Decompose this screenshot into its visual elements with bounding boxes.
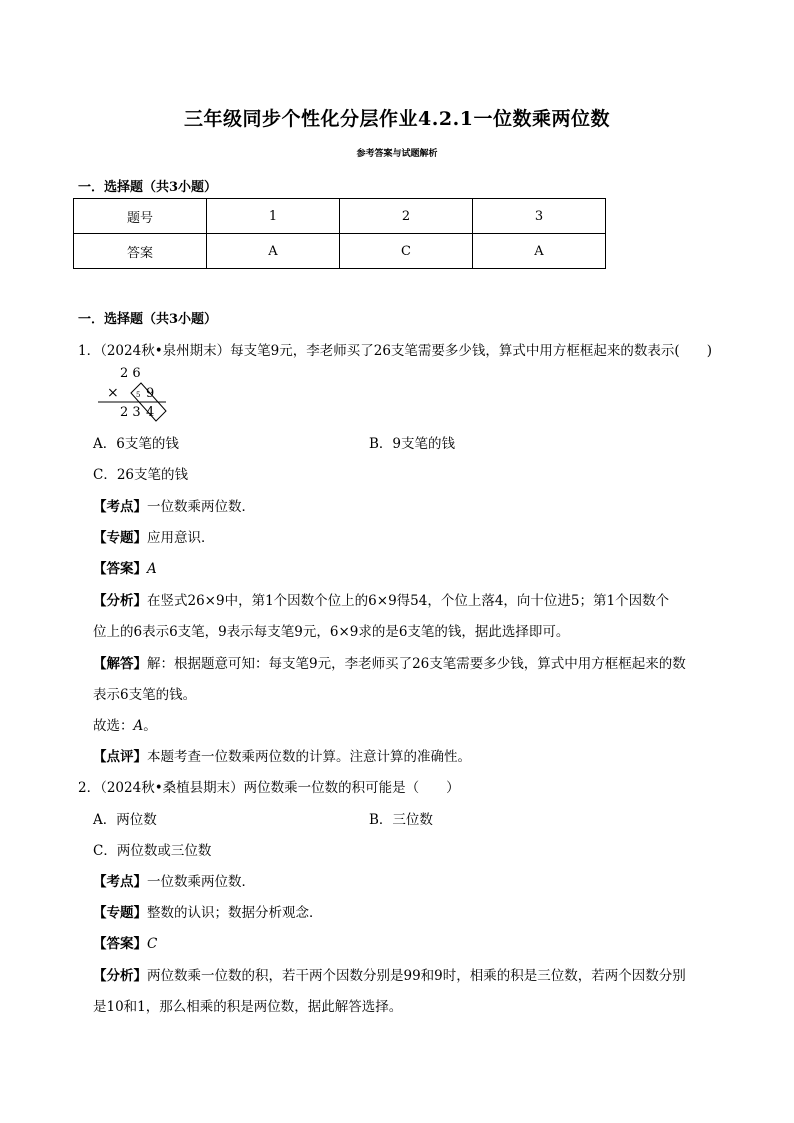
zhuanti-line — [93, 526, 215, 546]
calc-product-last: 4 — [146, 405, 155, 420]
page-subtitle: 参考答案与试题解析 — [356, 149, 438, 159]
option-c: C．两位数或三位数 — [93, 843, 212, 859]
answer-line — [93, 557, 157, 577]
zhuanti-label: 【专题】 — [93, 530, 147, 546]
table-cell: 题号 — [74, 199, 207, 234]
kaodian-line — [93, 870, 255, 890]
table-cell: A — [207, 234, 340, 269]
option-c: C．26支笔的钱 — [93, 467, 189, 483]
solution-line — [93, 652, 686, 672]
review-line — [93, 745, 471, 765]
section-heading: 一．选择题（共3小题） — [78, 180, 218, 195]
choice-line — [93, 714, 157, 734]
kaodian-label: 【考点】 — [93, 874, 147, 890]
kaodian-line — [93, 495, 255, 515]
choice-prefix: 故选： — [93, 718, 134, 734]
analysis-label: 【分析】 — [93, 593, 147, 609]
table-row — [74, 234, 606, 269]
zhuanti-text: 应用意识． — [147, 530, 215, 546]
analysis-text-cont: 位上的6表示6支笔，9表示每支笔9元，6×9求的是6支笔的钱，据此选择即可。 — [93, 624, 570, 640]
analysis-text-cont: 是10和1，那么相乘的积是两位数，据此解答选择。 — [93, 999, 403, 1015]
analysis-text: 在竖式26×9中，第1个因数个位上的6×9得54，个位上落4，向十位进5；第1个因数个 — [147, 593, 670, 609]
analysis-line — [93, 589, 669, 609]
answer-line — [93, 932, 157, 952]
table-cell: C — [340, 234, 473, 269]
calc-multiplier: 9 — [146, 386, 155, 401]
zhuanti-line — [93, 901, 323, 921]
answer-label: 【答案】 — [93, 561, 147, 577]
calc-figure — [96, 364, 176, 422]
option-b: B．9支笔的钱 — [369, 436, 456, 452]
analysis-text: 两位数乘一位数的积，若干两个因数分别是99和9时，相乘的积是三位数，若两个因数分别 — [147, 968, 686, 984]
answer-text: A — [147, 561, 157, 577]
table-row — [74, 199, 606, 234]
question-1-stem: 1．（2024秋•泉州期末）每支笔9元，李老师买了26支笔需要多少钱，算式中用方框框起来的数表示( ) — [78, 343, 712, 359]
table-cell: 1 — [207, 199, 340, 234]
option-b: B．三位数 — [369, 812, 433, 828]
kaodian-text: 一位数乘两位数． — [147, 499, 255, 515]
zhuanti-text: 整数的认识；数据分析观念． — [147, 905, 323, 921]
calc-multiplicand: 2 6 — [120, 366, 141, 381]
zhuanti-label: 【专题】 — [93, 905, 147, 921]
analysis-line — [93, 964, 686, 984]
table-cell: 答案 — [74, 234, 207, 269]
answer-table — [73, 198, 606, 269]
calc-carry: 5 — [136, 391, 141, 399]
calc-operator: × — [107, 385, 119, 401]
table-cell: 3 — [473, 199, 606, 234]
review-text: 本题考查一位数乘两位数的计算。注意计算的准确性。 — [147, 749, 471, 765]
page-title: 三年级同步个性化分层作业4.2.1一位数乘两位数 — [184, 108, 610, 130]
option-a: A．6支笔的钱 — [93, 436, 179, 452]
calc-product: 2 3 — [120, 405, 141, 420]
choice-end: 。 — [143, 718, 157, 734]
answer-label: 【答案】 — [93, 936, 147, 952]
vertical-multiplication — [96, 364, 176, 422]
answer-text: C — [147, 936, 158, 952]
solution-text: 解：根据题意可知：每支笔9元，李老师买了26支笔需要多少钱，算式中用方框框起来的数 — [147, 656, 686, 672]
review-label: 【点评】 — [93, 749, 147, 765]
solution-text-cont: 表示6支笔的钱。 — [93, 687, 197, 703]
solution-label: 【解答】 — [93, 656, 147, 672]
analysis-label: 【分析】 — [93, 968, 147, 984]
option-a: A．两位数 — [93, 812, 157, 828]
section-heading: 一．选择题（共3小题） — [78, 312, 218, 327]
question-2-stem: 2．（2024秋•桑植县期末）两位数乘一位数的积可能是（ ） — [78, 780, 460, 796]
kaodian-label: 【考点】 — [93, 499, 147, 515]
choice-answer: A — [133, 718, 144, 734]
table-cell: 2 — [340, 199, 473, 234]
table-cell: A — [473, 234, 606, 269]
kaodian-text: 一位数乘两位数． — [147, 874, 255, 890]
